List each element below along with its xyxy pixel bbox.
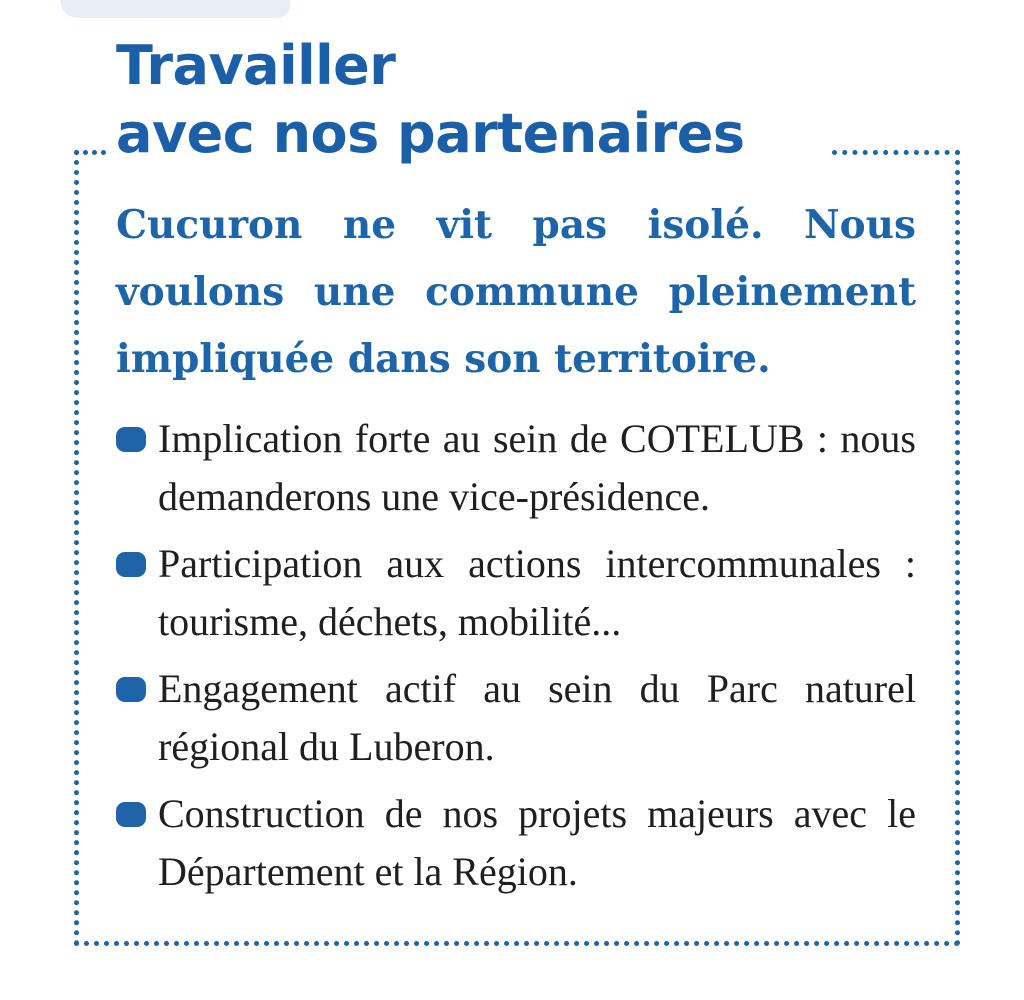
section-title-line-1: Travailler <box>116 34 396 97</box>
list-item-text: Implication forte au sein de COTELUB : nous demanderons une vice-présidence. <box>158 416 916 519</box>
section-title <box>116 32 745 168</box>
bullet-icon <box>116 552 146 577</box>
decorative-corner-shape <box>60 0 290 18</box>
list-item-text: Engagement actif au sein du Parc naturel régional du Luberon. <box>158 666 916 769</box>
list-item <box>116 535 916 651</box>
bullet-icon <box>116 802 146 827</box>
list-item <box>116 660 916 776</box>
list-item <box>116 410 916 526</box>
dotted-frame-top-left <box>74 150 106 155</box>
commitments-list <box>116 410 916 910</box>
list-item-text: Participation aux actions intercommunales : tourisme, déchets, mobilité... <box>158 541 916 644</box>
bullet-icon <box>116 427 146 452</box>
list-item <box>116 785 916 901</box>
list-item-text: Construction de nos projets majeurs avec le Département et la Région. <box>158 791 916 894</box>
section-title-line-2: avec nos partenaires <box>116 102 745 165</box>
intro-paragraph: Cucuron ne vit pas isolé. Nous voulons une commune pleinement impliquée dans son territoire. <box>116 202 916 382</box>
dotted-frame-top-right <box>832 150 960 155</box>
bullet-icon <box>116 677 146 702</box>
